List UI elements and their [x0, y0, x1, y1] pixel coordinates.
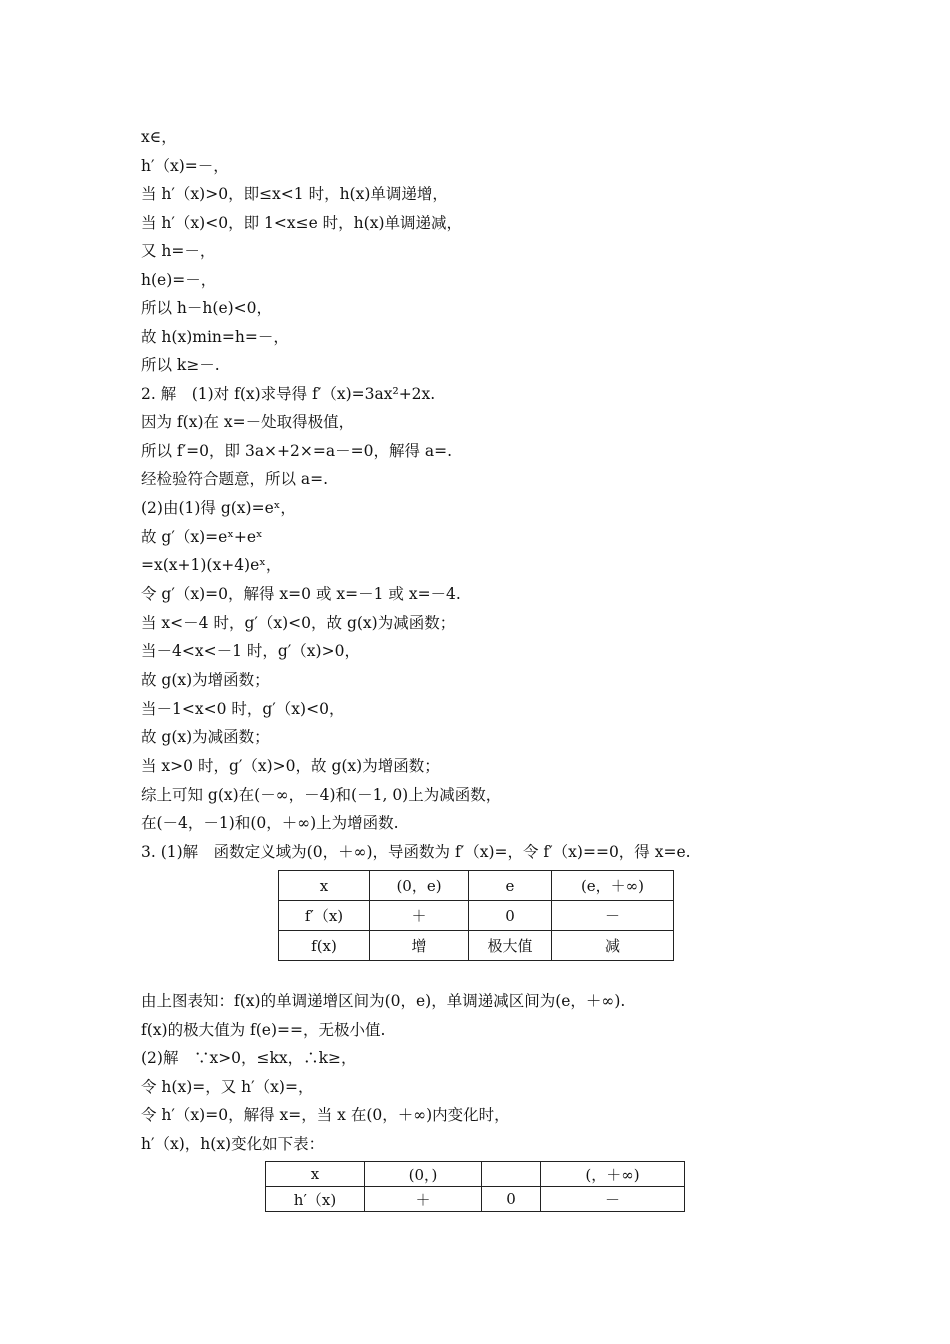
table-cell: － — [541, 1187, 685, 1212]
table-cell: f(x) — [279, 931, 370, 961]
text-line: 所以 k≥－. — [141, 356, 220, 374]
text-line: (2)由(1)得 g(x)=eˣ， — [141, 499, 296, 517]
text-line: 故 g′（x)=eˣ+eˣ — [141, 528, 263, 546]
table-cell: h′（x) — [266, 1187, 365, 1212]
text-line: 当－4<x<－1 时，g′（x)>0， — [141, 642, 360, 660]
text-line: 当 h′（x)<0，即 1<x≤e 时，h(x)单调递减， — [141, 214, 462, 232]
text-line: 令 h(x)=，又 h′（x)=， — [141, 1078, 314, 1096]
text-line: 所以 h－h(e)<0， — [141, 299, 273, 317]
table-cell: (0，) — [365, 1162, 482, 1187]
text-line: x∈， — [141, 128, 177, 146]
text-line: 当 h′（x)>0，即≤x<1 时，h(x)单调递增， — [141, 185, 448, 203]
text-line: =x(x+1)(x+4)eˣ， — [141, 556, 282, 574]
text-line: 令 g′（x)=0，解得 x=0 或 x=－1 或 x=－4. — [141, 585, 461, 603]
text-line: 因为 f(x)在 x=－处取得极值， — [141, 413, 355, 431]
table-cell: － — [552, 901, 674, 931]
text-line: 令 h′（x)=0，解得 x=，当 x 在(0，＋∞)内变化时， — [141, 1106, 510, 1124]
text-line: 经检验符合题意，所以 a=. — [141, 470, 329, 488]
text-line: h(e)=－， — [141, 271, 217, 289]
table-cell: 增 — [370, 931, 469, 961]
text-line: 当 x>0 时，g′（x)>0，故 g(x)为增函数； — [141, 757, 440, 775]
table-cell: 0 — [482, 1187, 541, 1212]
text-line: 当－1<x<0 时，g′（x)<0， — [141, 700, 345, 718]
text-line: h′（x)，h(x)变化如下表： — [141, 1135, 325, 1153]
table-cell: (，＋∞) — [541, 1162, 685, 1187]
text-line: 所以 f′=0，即 3a×+2×=a－=0，解得 a=. — [141, 442, 453, 460]
table-cell: ＋ — [370, 901, 469, 931]
text-line: f(x)的极大值为 f(e)==，无极小值. — [141, 1021, 386, 1039]
table-cell: (e，＋∞) — [552, 871, 674, 901]
text-line: 故 h(x)min=h=－， — [141, 328, 289, 346]
table-cell: ＋ — [365, 1187, 482, 1212]
monotonicity-table-f — [278, 870, 674, 961]
table-cell: 减 — [552, 931, 674, 961]
table-cell: x — [266, 1162, 365, 1187]
text-line: 当 x<－4 时，g′（x)<0，故 g(x)为减函数； — [141, 614, 456, 632]
text-line: 综上可知 g(x)在(－∞，－4)和(－1, 0)上为减函数， — [141, 786, 502, 804]
table-cell: (0，e) — [370, 871, 469, 901]
text-line: 3. (1)解 函数定义域为(0，＋∞)，导函数为 f′（x)=，令 f′（x)==0，得 x=e. — [141, 843, 691, 861]
text-line: h′（x)=－， — [141, 157, 229, 175]
monotonicity-table-h — [265, 1161, 685, 1212]
table-cell: 极大值 — [469, 931, 552, 961]
text-line: 由上图表知：f(x)的单调递增区间为(0，e)，单调递减区间为(e，＋∞). — [141, 992, 626, 1010]
text-line: 2. 解 (1)对 f(x)求导得 f′（x)=3ax²+2x. — [141, 385, 436, 403]
table-cell: f′（x) — [279, 901, 370, 931]
text-line: 在(－4，－1)和(0，＋∞)上为增函数. — [141, 814, 399, 832]
text-line: (2)解 ∵x>0，≤kx，∴k≥， — [141, 1049, 357, 1067]
table-cell: x — [279, 871, 370, 901]
text-line: 故 g(x)为增函数； — [141, 671, 270, 689]
table-cell — [482, 1162, 541, 1187]
table-cell: 0 — [469, 901, 552, 931]
text-line: 又 h=－， — [141, 242, 216, 260]
text-line: 故 g(x)为减函数； — [141, 728, 270, 746]
table-cell: e — [469, 871, 552, 901]
